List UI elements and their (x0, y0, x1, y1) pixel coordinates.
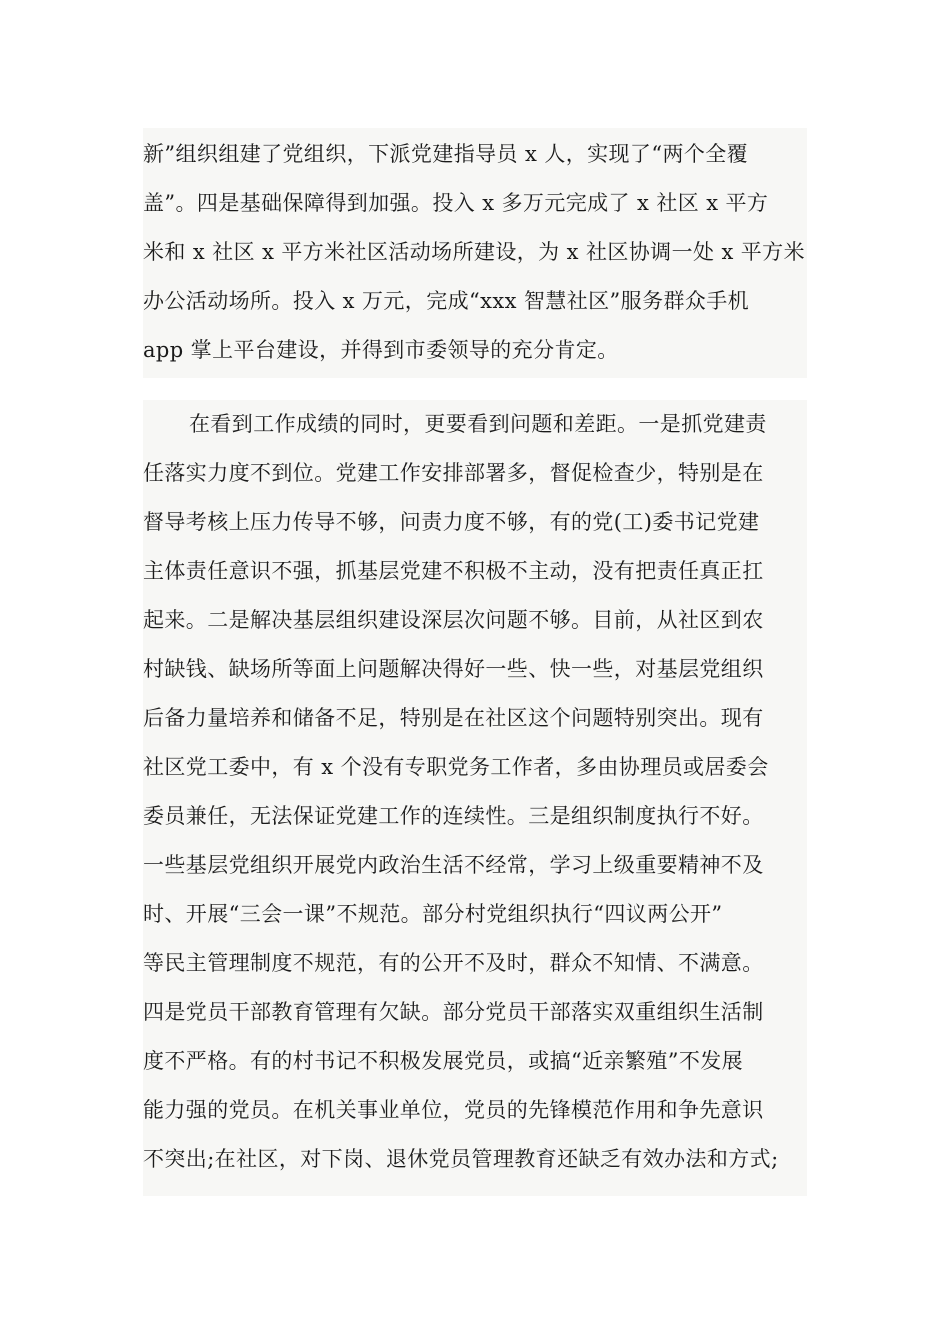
paragraph-line: 主体责任意识不强，抓基层党建不积极不主动，没有把责任真正扛 (143, 559, 764, 583)
paragraph-line: 起来。二是解决基层组织建设深层次问题不够。目前，从社区到农 (143, 608, 764, 632)
paragraph-line: 村缺钱、缺场所等面上问题解决得好一些、快一些，对基层党组织 (143, 657, 764, 681)
paragraph-line: 社区党工委中，有 x 个没有专职党务工作者，多由协理员或居委会 (143, 755, 769, 779)
paragraph-line: 时、开展“三会一课”不规范。部分村党组织执行“四议两公开” (143, 902, 723, 926)
paragraph-line: 不突出;在社区，对下岗、退休党员管理教育还缺乏有效办法和方式; (143, 1147, 779, 1171)
paragraph-line: 在看到工作成绩的同时，更要看到问题和差距。一是抓党建责 (189, 412, 767, 436)
paragraph-line: 等民主管理制度不规范，有的公开不及时，群众不知情、不满意。 (143, 951, 764, 975)
paragraph-line: 四是党员干部教育管理有欠缺。部分党员干部落实双重组织生活制 (143, 1000, 764, 1024)
paragraph-line: 米和 x 社区 x 平方米社区活动场所建设，为 x 社区协调一处 x 平方米 (143, 240, 805, 264)
paragraph-line: 能力强的党员。在机关事业单位，党员的先锋模范作用和争先意识 (143, 1098, 764, 1122)
paragraph-line: 后备力量培养和储备不足，特别是在社区这个问题特别突出。现有 (143, 706, 764, 730)
paragraph-line: 督导考核上压力传导不够，问责力度不够，有的党(工)委书记党建 (143, 510, 760, 534)
paragraph-line: 新”组织组建了党组织，下派党建指导员 x 人，实现了“两个全覆 (143, 142, 749, 166)
paragraph-line: 一些基层党组织开展党内政治生活不经常，学习上级重要精神不及 (143, 853, 764, 877)
paragraph-line: 任落实力度不到位。党建工作安排部署多，督促检查少，特别是在 (143, 461, 764, 485)
paragraph-line: 盖”。四是基础保障得到加强。投入 x 多万元完成了 x 社区 x 平方 (143, 191, 769, 215)
paragraph-problems (143, 400, 807, 1196)
paragraph-line: 办公活动场所。投入 x 万元，完成“xxx 智慧社区”服务群众手机 (143, 289, 750, 313)
paragraph-line: 委员兼任，无法保证党建工作的连续性。三是组织制度执行不好。 (143, 804, 764, 828)
paragraph-line: app 掌上平台建设，并得到市委领导的充分肯定。 (143, 338, 619, 362)
paragraph-line: 度不严格。有的村书记不积极发展党员，或搞“近亲繁殖”不发展 (143, 1049, 744, 1073)
paragraph-continued (143, 128, 807, 378)
